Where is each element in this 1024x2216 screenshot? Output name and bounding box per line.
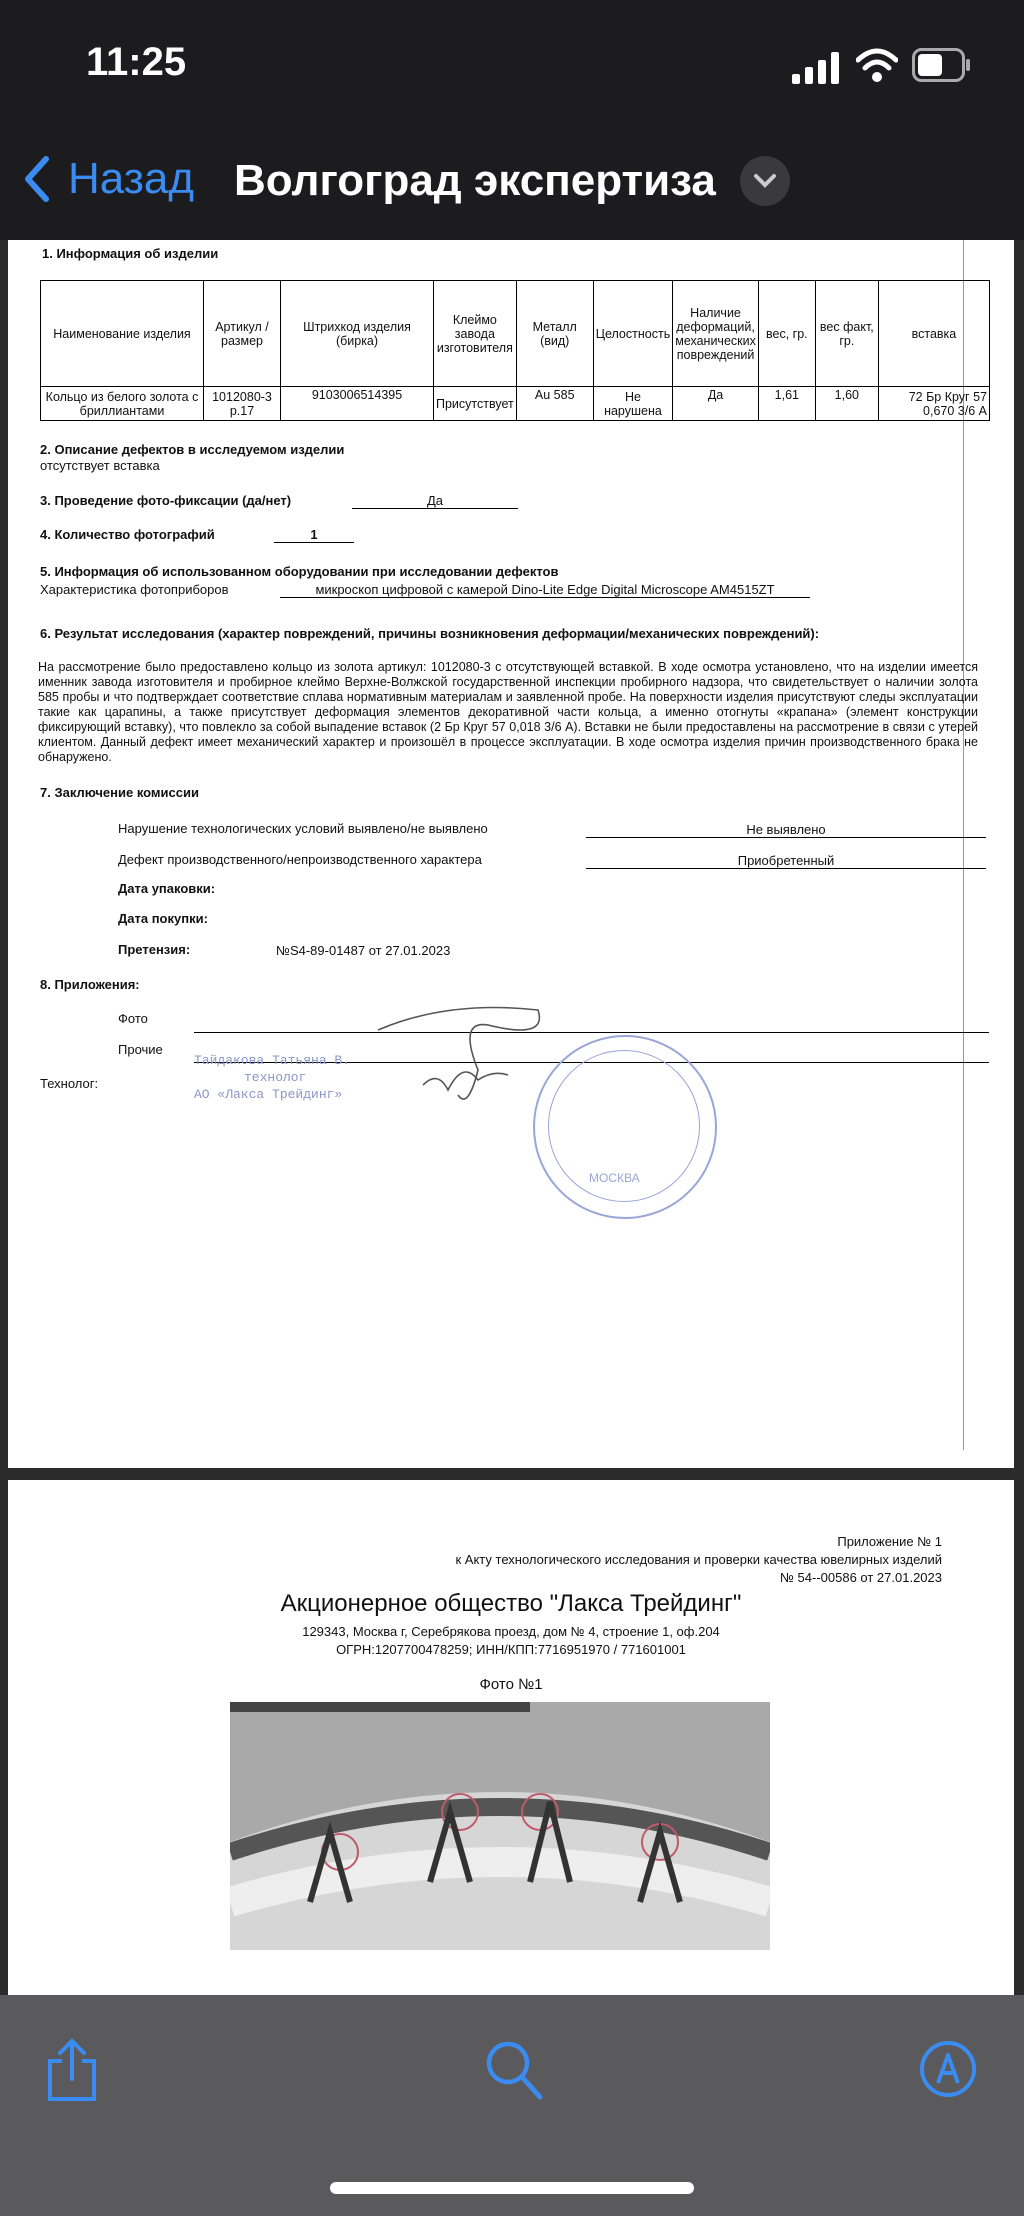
conclusion-label: Нарушение технологических условий выявлено/не выявлено — [118, 821, 488, 836]
section-6-text: На рассмотрение было предоставлено кольцо из золота артикул: 1012080-3 с отсутствующей вставкой. В ходе осмотра установлено, что на изделии имеется именник завода изготовителя и пробирное клеймо Верхне-Волжской государственной инспекции пробирного надзора, что свидетельствует о наличии золота 585 пробы и что подтверждает соответствие сплава нормативным материалам и заявленной пробе. На поверхности изделия присутствуют следы эксплуатации такие как царапины, а также присутствует деформация элементов декоративной части кольца, а именно отогнуты «крапана» (элемент конструкции фиксирующий вставку), что повлекло за собой выпадение вставок (2 Бр Круг 57 0,018 3/6 А). Вставки не были предоставлены на рассмотрение в связи с утерей клиентом. Данный дефект имеет механический характер и произошёл в процессе эксплуатации. В ходе осмотра изделия причин производственного брака не обнаружено. — [38, 660, 978, 764]
table-cell: Au 585 — [516, 387, 593, 421]
section-7-title: 7. Заключение комиссии — [40, 785, 199, 800]
section-3-title: 3. Проведение фото-фиксации (да/нет) — [40, 493, 292, 508]
claim-value: №S4-89-01487 от 27.01.2023 — [276, 943, 451, 958]
battery-icon — [912, 48, 972, 82]
document-page-1 — [8, 240, 1014, 1468]
section-5-title: 5. Информация об использованном оборудовании при исследовании дефектов — [40, 564, 559, 579]
table-cell: Присутствует — [434, 387, 517, 421]
section-1-title: 1. Информация об изделии — [42, 246, 219, 261]
company-name: Акционерное общество "Лакса Трейдинг" — [280, 1590, 742, 1617]
share-icon[interactable] — [44, 2037, 100, 2103]
table-header-cell: вес факт, гр. — [815, 281, 878, 387]
title-menu-button[interactable] — [740, 156, 790, 206]
home-indicator[interactable] — [330, 2182, 694, 2194]
act-number: № 54--00586 от 27.01.2023 — [779, 1570, 942, 1585]
markup-icon[interactable] — [918, 2039, 978, 2099]
conclusion-value: Приобретенный — [586, 853, 986, 869]
purchase-date-label: Дата покупки: — [118, 911, 208, 926]
table-header-cell: вес, гр. — [758, 281, 815, 387]
table-header-row — [41, 281, 990, 387]
table-cell: Не нарушена — [593, 387, 673, 421]
signal-icon — [792, 52, 840, 84]
back-button[interactable] — [22, 154, 194, 204]
section-8-title: 8. Приложения: — [40, 977, 140, 992]
claim-label: Претензия: — [118, 942, 191, 957]
microscope-photo — [230, 1702, 770, 1950]
conclusion-value: Не выявлено — [586, 822, 986, 838]
table-cell: Да — [673, 387, 759, 421]
technologist-label: Технолог: — [40, 1076, 99, 1091]
attachment-photo-line — [194, 1032, 989, 1033]
status-time: 11:25 — [86, 40, 187, 84]
table-header-cell: Наличие деформаций, механических повреждений — [673, 281, 759, 387]
table-cell: 1,60 — [815, 387, 878, 421]
stamp-role: технолог — [244, 1070, 307, 1085]
section-5-label: Характеристика фотоприборов — [40, 582, 229, 597]
table-header-cell: Штрихкод изделия (бирка) — [281, 281, 434, 387]
pack-date-label: Дата упаковки: — [118, 881, 216, 896]
section-4-value: 1 — [274, 527, 354, 543]
table-cell: 1,61 — [758, 387, 815, 421]
name-stamp — [194, 1052, 350, 1103]
document-viewer[interactable] — [0, 240, 1024, 1995]
table-header-cell: вставка — [878, 281, 989, 387]
table-header-cell: Целостность — [593, 281, 673, 387]
status-bar — [0, 0, 1024, 130]
table-row — [41, 387, 990, 421]
document-page-2 — [8, 1480, 1014, 1995]
search-icon[interactable] — [484, 2039, 544, 2101]
table-header-cell: Клеймо завода изготовителя — [434, 281, 517, 387]
back-label: Назад — [68, 154, 195, 203]
act-line: к Акту технологического исследования и проверки качества ювелирных изделий — [455, 1552, 942, 1567]
table-cell: 72 Бр Круг 57 0,670 3/6 А — [878, 387, 989, 421]
navigation-bar — [0, 130, 1024, 240]
table-header-cell: Металл (вид) — [516, 281, 593, 387]
page-margin-line — [963, 240, 964, 1450]
section-5-value: микроскоп цифровой с камерой Dino-Lite Edge Digital Microscope AM4515ZT — [280, 582, 810, 598]
section-2-title: 2. Описание дефектов в исследуемом изделии — [40, 442, 345, 457]
table-cell: Кольцо из белого золота с бриллиантами — [41, 387, 204, 421]
section-2-text: отсутствует вставка — [40, 458, 160, 473]
company-registration: ОГРН:1207700478259; ИНН/КПП:7716951970 / 771601001 — [336, 1642, 686, 1657]
attachment-other-label: Прочие — [118, 1042, 163, 1057]
item-info-table — [40, 280, 990, 421]
section-3-value: Да — [352, 493, 518, 509]
photo-title: Фото №1 — [479, 1676, 543, 1693]
chevron-down-icon — [753, 173, 777, 189]
table-cell: 1012080-3 р.17 — [204, 387, 281, 421]
wifi-icon — [856, 48, 898, 84]
appendix-label: Приложение № 1 — [837, 1534, 942, 1549]
attachment-photo-label: Фото — [118, 1011, 148, 1026]
stamp-org: АО «Лакса Трейдинг» — [194, 1087, 343, 1102]
section-6-title: 6. Результат исследования (характер повреждений, причины возникновения деформации/механических повреждений): — [40, 626, 820, 641]
company-seal-inner — [548, 1050, 700, 1202]
conclusion-label: Дефект производственного/непроизводственного характера — [118, 852, 482, 867]
ring-photo-image — [230, 1702, 770, 1950]
photo-info-bar — [230, 1702, 530, 1712]
stamp-name: Тайдакова Татьяна В. — [194, 1053, 351, 1068]
document-title: Волгоград экспертиза — [234, 156, 716, 205]
table-cell: 9103006514395 — [281, 387, 434, 421]
section-4-title: 4. Количество фотографий — [40, 527, 215, 542]
table-header-cell: Артикул / размер — [204, 281, 281, 387]
table-header-cell: Наименование изделия — [41, 281, 204, 387]
company-address: 129343, Москва г, Серебрякова проезд, дом № 4, строение 1, оф.204 — [302, 1624, 720, 1639]
chevron-left-icon — [22, 155, 50, 203]
seal-city: МОСКВА — [589, 1171, 640, 1185]
